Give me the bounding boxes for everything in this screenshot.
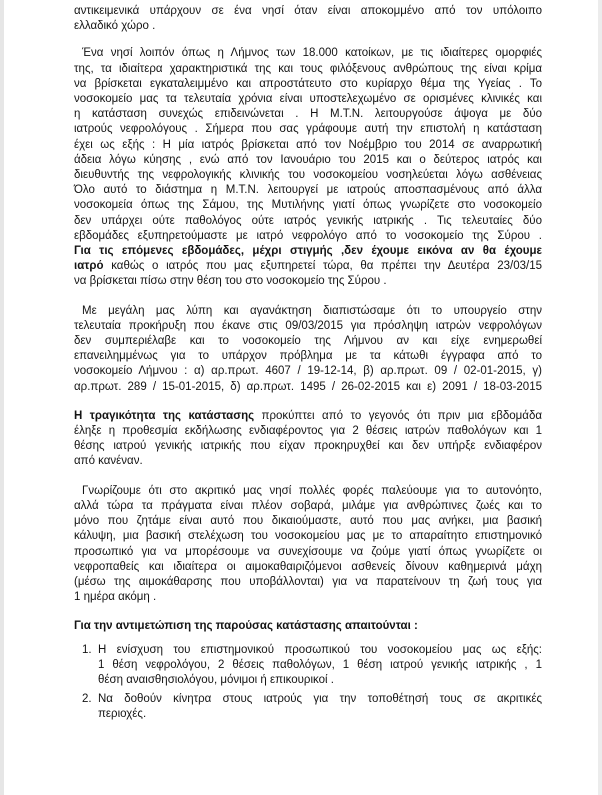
text-line: Η ενίσχυση του επιστημονικού προσωπικού του νοσοκομείου μας ως εξής:: [98, 643, 542, 656]
text-line: Όλο αυτό το διάστημα η Μ.Τ.Ν. λειτουργεί με ιατρούς αποσπασμένους από άλλα: [74, 184, 542, 197]
scan-right-edge: [598, 0, 602, 795]
text-line: έχει ως εξής : Η μία ιατρός βρίσκεται από τον Νοέμβριο του 2014 σε αναρρωτική: [74, 138, 542, 151]
requirements-heading: Για την αντιμετώπιση της παρούσας κατάστασης απαιτούνται :: [74, 620, 418, 633]
text-line: η κατάσταση συνεχώς επιδεινώνεται . Η Μ.Τ.Ν. λειτουργούσε άψογα με δύο: [74, 108, 542, 121]
paragraph-limnos-situation: [74, 46, 542, 289]
text-line: Να δοθούν κίνητρα στους ιατρούς για την τοποθέτησή τους σε ακριτικές: [98, 693, 542, 706]
text-line: μόνο που ζητάμε είναι αυτό που δικαιούμαστε, αυτό που μας ανήκει, μια βασική: [74, 515, 542, 528]
list-number: 2.: [82, 693, 92, 706]
text-line: νοσοκομεία όπως της Σάμου, της Μυτιλήνης γιατί όπως γνωρίζετε στο νοσοκομείο: [74, 199, 542, 212]
text-line-bold: [74, 244, 542, 259]
text-line: 1 θέση νεφρολόγου, 2 θέσεις παθολόγων, 1 θέση ιατρού γενικής ιατρικής , 1: [98, 658, 542, 671]
list-number: 1.: [82, 643, 92, 656]
bold-text: Για τις επόμενες εβδομάδες, μέχρι στιγμής ,δεν έχουμε εικόνα αν θα έχουμε: [74, 245, 542, 258]
text-line: ελλαδικό χώρο .: [74, 20, 156, 33]
bold-text: Η τραγικότητα της κατάστασης: [74, 409, 255, 422]
text-line: ιατρούς νεφρολόγους . Σήμερα που σας γράφουμε αυτή την επιστολή η κατάσταση: [74, 123, 542, 136]
text-line: από κανέναν.: [74, 455, 143, 468]
text-line: να βρίσκεται πίσω στην θέση του στο νοσοκομείο της Σύρου .: [74, 275, 387, 288]
text-fragment: καθώς ο ιατρός που μας εξυπηρετεί τώρα, θα πρέπει την Δευτέρα 23/03/15: [103, 260, 542, 273]
text-line: εβδομάδες εξυπηρετούμαστε με ιατρό νεφρολόγο από το νοσοκομείο της Σύρου .: [74, 229, 542, 242]
text-line: δεν συμπεριέλαβε και το νοσοκομείο της Λήμνου αν και είχε ενημερωθεί: [74, 335, 542, 348]
paragraph-ministry-announcement: [74, 304, 542, 395]
text-line: Με μεγάλη μας λύπη και αγανάκτηση διαπιστώσαμε ότι το υπουργείο στην: [82, 304, 542, 317]
text-line: τελευταία προκήρυξη που έκανε στις 09/03/2015 για πρόσληψη ιατρών νεφρολόγων: [74, 319, 542, 332]
text-line: κάλυψη, μια βασική στελέχωση του νοσοκομείου μας με το απαραίτητο επιστημονικό: [74, 530, 542, 543]
paragraph-appeal: [74, 484, 542, 606]
requirement-item: [74, 692, 542, 722]
text-line: Γνωρίζουμε ότι στο ακριτικό μας νησί πολλές φορές παλεύουμε για το αυτονόητο,: [82, 484, 542, 497]
text-line: αντικειμενικά υπάρχουν σε ένα νησί όταν είναι αποκομμένο από τον υπόλοιπο: [74, 5, 542, 17]
bold-text: ιατρό: [74, 260, 104, 273]
paragraph-tragic-situation: [74, 409, 542, 470]
requirement-item: [74, 643, 542, 689]
text-line: περιοχές.: [98, 708, 147, 721]
text-line: δεν υπάρχει ούτε παθολόγος ούτε ιατρός γενικής ιατρικής . Τις τελευταίες δύο: [74, 214, 542, 227]
text-line: της, τα ιδιαίτερα χαρακτηριστικά της και τους φιλόξενους ανθρώπους της είναι κρίμα: [74, 62, 542, 75]
text-line: Ένα νησί λοιπόν όπως η Λήμνος των 18.000 κατοίκων, με τις ιδιαίτερες ομορφιές: [82, 47, 542, 60]
text-line: έληξε η προθεσμία εκδήλωσης ενδιαφέροντος για 2 θέσεις ιατρών παθολόγων και 1: [74, 425, 542, 438]
text-line: αλλά τώρα τα πράγματα είναι πλέον σοβαρά, μιλάμε για ανθρώπινες ζωές και το: [74, 499, 542, 512]
text-line: άδεια λόγω κύησης , ενώ από τον Ιανουάριο του 2015 και ο δεύτερος ιατρός και: [74, 153, 542, 166]
text-line: θέσης ιατρού γενικής ιατρικής που είχαν προκηρυχθεί και δεν υπήρξε ενδιαφέρον: [74, 440, 542, 453]
text-line: νοσοκομείο μας τα τελευταία χρόνια είναι υποστελεχωμένο σε ορισμένες κλινικές και: [74, 93, 542, 106]
text-line-mixed: [74, 409, 542, 424]
text-line: 1 ημέρα ακόμη .: [74, 591, 157, 604]
text-line: διευθυντής της νεφρολογικής κλινικής του νοσοκομείου νοσηλεύεται λόγω ασθένειας: [74, 169, 542, 182]
text-line: νοσοκομείο Λήμνου : α) αρ.πρωτ. 4607 / 19-12-14, β) αρ.πρωτ. 09 / 02-01-2015, γ): [74, 365, 542, 378]
text-line: να βρίσκεται εγκαταλειμμένο και απροστάτευτο στο κυρίαρχο θέμα της Υγείας . Το: [74, 77, 542, 90]
text-line: νεφροπαθείς και ιδιαίτερα οι αιμοκαθαιριζόμενοι ασθενείς δίνουν καθημερινά μάχη: [74, 560, 542, 573]
text-line: (μέσω της αιμοκάθαρσης που υποβάλλονται) για να παρατείνουν τη ζωή τους για: [74, 575, 542, 588]
text-line: θέση αναισθησιολόγου, μόνιμοι ή επικουρικοί .: [98, 673, 334, 686]
text-line: αρ.πρωτ. 289 / 15-01-2015, δ) αρ.πρωτ. 1495 / 26-02-2015 και ε) 2091 / 18-03-2015: [74, 380, 542, 393]
scan-left-edge: [0, 0, 4, 795]
text-line-mixed: [74, 259, 542, 274]
text-fragment: προκύπτει από το γεγονός ότι πριν μια εβδομάδα: [254, 409, 542, 422]
text-line: επανειλημμένως για το υπάρχον πρόβλημα με τα κάτωθι έγγραφα από το: [74, 350, 542, 363]
text-line: προσωπικό για να μπορέσουμε να συνεχίσουμε να ζούμε γιατί όπως γνωρίζετε οι: [74, 545, 542, 558]
requirements-list: [74, 643, 542, 723]
letter-page: [74, 4, 542, 727]
paragraph-intro-fragment: [74, 4, 542, 34]
